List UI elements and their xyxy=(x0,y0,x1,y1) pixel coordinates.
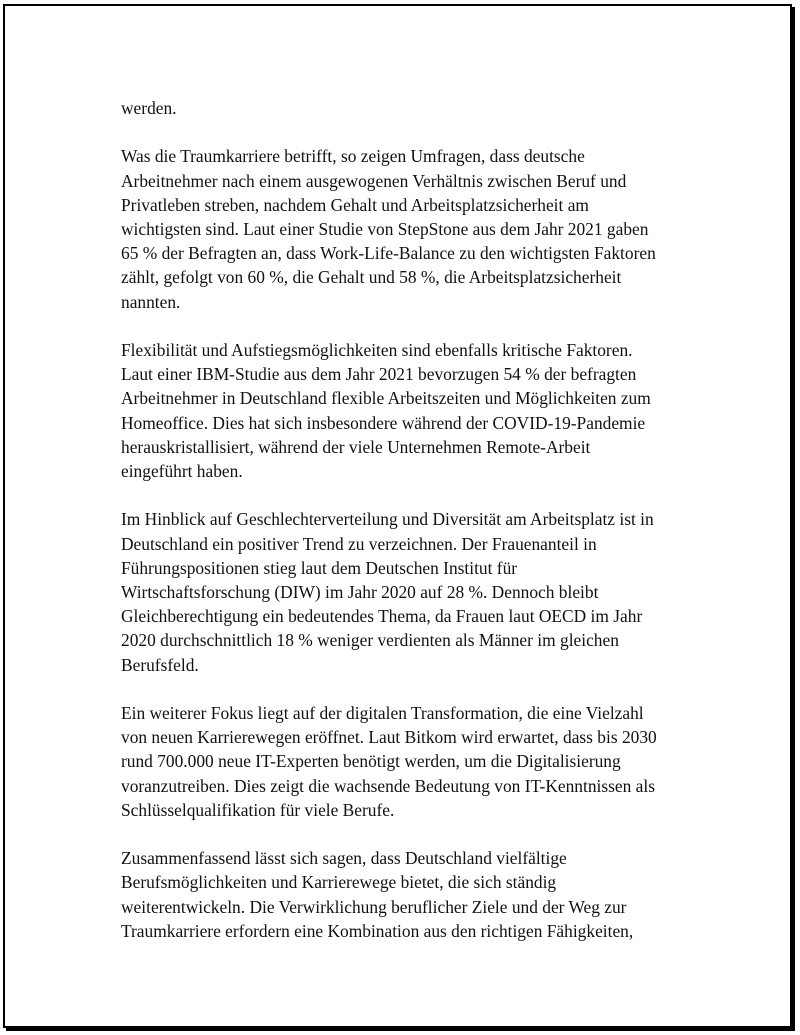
text-line: Schlüsselqualifikation für viele Berufe. xyxy=(121,799,395,820)
document-body xyxy=(121,96,701,967)
text-line: Traumkarriere erfordern eine Kombination aus den richtigen Fähigkeiten, xyxy=(121,920,634,941)
text-line: eingeführt haben. xyxy=(121,461,243,482)
text-line: herauskristallisiert, während der viele Unternehmen Remote-Arbeit xyxy=(121,436,591,457)
text-line: von neuen Karrierewegen eröffnet. Laut Bitkom wird erwartet, dass bis 2030 xyxy=(121,727,657,748)
paragraph-5 xyxy=(121,701,701,822)
text-line: Berufsfeld. xyxy=(121,654,199,675)
text-line: Laut einer IBM-Studie aus dem Jahr 2021 bevorzugen 54 % der befragten xyxy=(121,364,637,385)
paragraph-3 xyxy=(121,338,701,483)
text-line: Homeoffice. Dies hat sich insbesondere während der COVID-19-Pandemie xyxy=(121,412,646,433)
text-line: Zusammenfassend lässt sich sagen, dass Deutschland vielfältige xyxy=(121,848,567,869)
text-line: Berufsmöglichkeiten und Karrierewege bietet, die sich ständig xyxy=(121,872,557,893)
text-line: Was die Traumkarriere betrifft, so zeigen Umfragen, dass deutsche xyxy=(121,146,585,167)
text-line: 2020 durchschnittlich 18 % weniger verdienten als Männer im gleichen xyxy=(121,630,619,651)
text-line: Flexibilität und Aufstiegsmöglichkeiten sind ebenfalls kritische Faktoren. xyxy=(121,340,633,360)
paragraph-1 xyxy=(121,96,701,120)
text-line: werden. xyxy=(121,98,177,118)
text-line: Wirtschaftsforschung (DIW) im Jahr 2020 auf 28 %. Dennoch bleibt xyxy=(121,582,599,603)
paragraph-4 xyxy=(121,507,701,676)
text-line: Privatleben streben, nachdem Gehalt und Arbeitsplatzsicherheit am xyxy=(121,194,589,215)
text-line: Gleichberechtigung ein bedeutendes Thema, da Frauen laut OECD im Jahr xyxy=(121,606,643,627)
text-line: voranzutreiben. Dies zeigt die wachsende Bedeutung von IT-Kenntnissen als xyxy=(121,775,655,796)
text-line: Arbeitnehmer nach einem ausgewogenen Verhältnis zwischen Beruf und xyxy=(121,170,627,191)
text-line: Führungspositionen stieg laut dem Deutschen Institut für xyxy=(121,557,518,578)
text-line: 65 % der Befragten an, dass Work-Life-Balance zu den wichtigsten Faktoren xyxy=(121,243,656,264)
paragraph-2 xyxy=(121,144,701,313)
text-line: nannten. xyxy=(121,291,181,312)
text-line: rund 700.000 neue IT-Experten benötigt werden, um die Digitalisierung xyxy=(121,751,621,772)
text-line: Deutschland ein positiver Trend zu verzeichnen. Der Frauenanteil in xyxy=(121,533,597,554)
text-line: zählt, gefolgt von 60 %, die Gehalt und 58 %, die Arbeitsplatzsicherheit xyxy=(121,267,622,288)
text-line: Ein weiterer Fokus liegt auf der digitalen Transformation, die eine Vielzahl xyxy=(121,703,644,724)
text-line: Im Hinblick auf Geschlechterverteilung und Diversität am Arbeitsplatz ist in xyxy=(121,509,654,530)
paragraph-6 xyxy=(121,846,701,943)
text-line: Arbeitnehmer in Deutschland flexible Arbeitszeiten und Möglichkeiten zum xyxy=(121,388,651,409)
document-page xyxy=(3,4,792,1028)
text-line: wichtigsten sind. Laut einer Studie von StepStone aus dem Jahr 2021 gaben xyxy=(121,219,649,239)
text-line: weiterentwickeln. Die Verwirklichung beruflicher Ziele und der Weg zur xyxy=(121,896,627,917)
